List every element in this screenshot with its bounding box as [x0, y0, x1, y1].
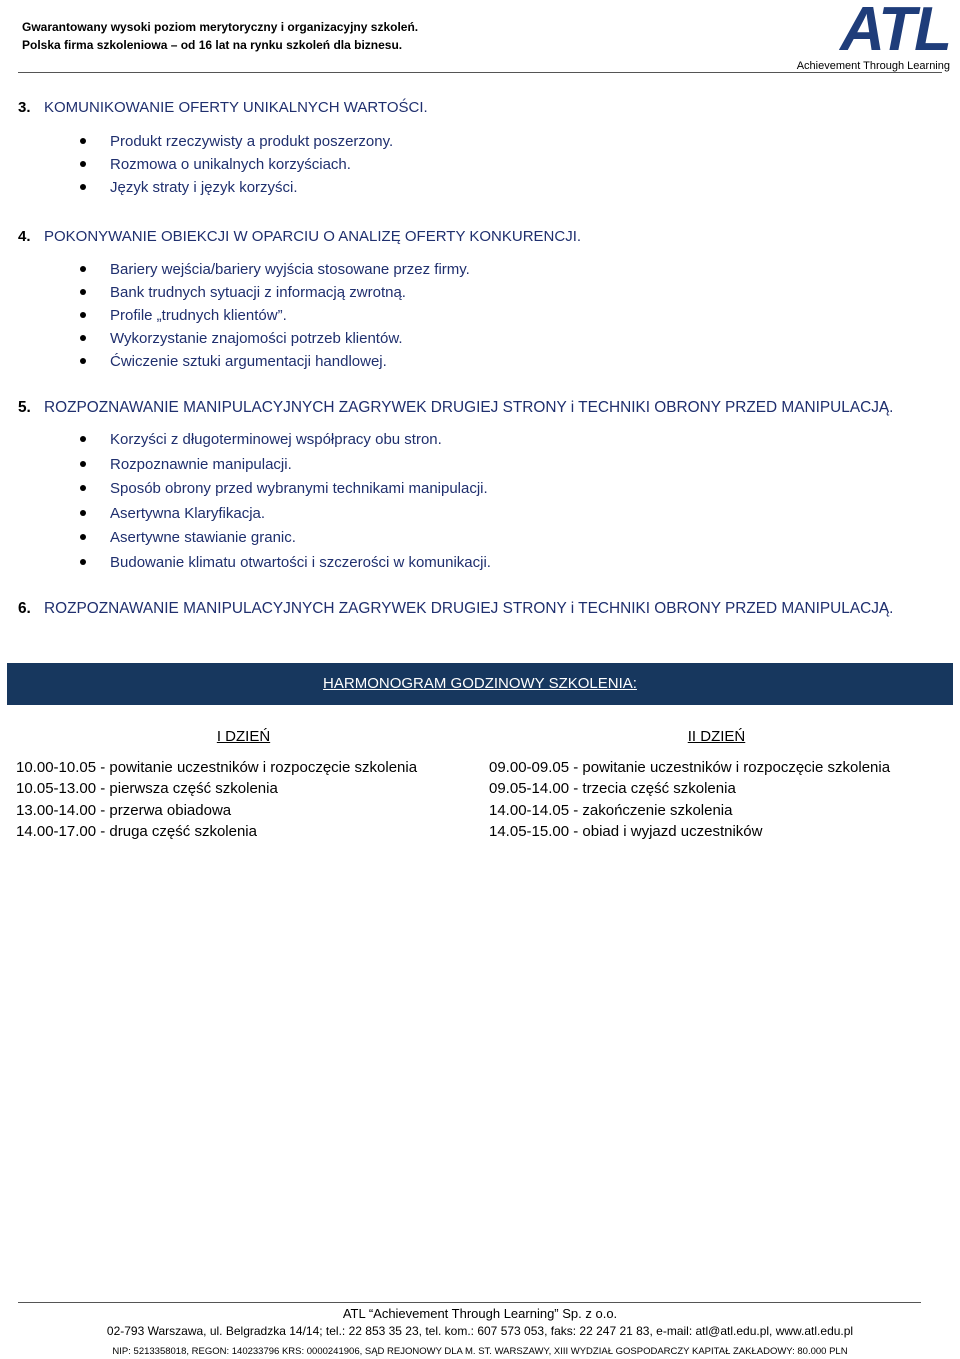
- atl-logo: [786, 2, 950, 72]
- bullet-icon: [80, 266, 86, 272]
- section-5-title: [18, 399, 893, 417]
- section-4-title: [18, 228, 581, 245]
- header-divider: [18, 72, 942, 73]
- list-item: [80, 258, 470, 281]
- day-1-heading: I DZIEŃ: [216, 728, 271, 745]
- section-number: 5.: [18, 399, 31, 416]
- list-item-text: Korzyści z długoterminowej współpracy obu stron.: [110, 431, 442, 448]
- schedule-item: 13.00-14.00 - przerwa obiadowa: [16, 801, 232, 819]
- bullet-icon: [80, 559, 86, 565]
- bullet-icon: [80, 138, 86, 144]
- list-item: [80, 453, 491, 478]
- bullet-icon: [80, 534, 86, 540]
- list-item-text: Rozmowa o unikalnych korzyściach.: [110, 156, 351, 173]
- schedule-item: 14.00-14.05 - zakończenie szkolenia: [489, 801, 733, 819]
- list-item-text: Bariery wejścia/bariery wyjścia stosowane przez firmy.: [110, 261, 470, 278]
- footer-registry: NIP: 5213358018, REGON: 140233796 KRS: 0000241906, SĄD REJONOWY DLA M. ST. WARSZAWY, XIII WYDZIAŁ GOSPODARCZY KAPITAŁ ZAKŁADOWY: 80.000 PLN: [112, 1346, 848, 1357]
- bullet-icon: [80, 510, 86, 516]
- list-item: [80, 551, 491, 576]
- list-item: [80, 428, 491, 453]
- list-item-text: Język straty i język korzyści.: [110, 179, 298, 196]
- schedule-item: 10.05-13.00 - pierwsza część szkolenia: [16, 780, 278, 798]
- section-number: 3.: [18, 99, 31, 116]
- section-3-title: [18, 99, 428, 116]
- list-item-text: Asertywna Klaryfikacja.: [110, 504, 266, 522]
- list-item-text: Budowanie klimatu otwartości i szczerości w komunikacji.: [110, 553, 491, 571]
- bullet-icon: [80, 436, 86, 442]
- bullet-icon: [80, 485, 86, 491]
- day-2-heading: II DZIEŃ: [687, 728, 746, 745]
- header-tagline-2: Polska firma szkoleniowa – od 16 lat na rynku szkoleń dla biznesu.: [22, 38, 403, 52]
- bullet-icon: [80, 335, 86, 341]
- schedule-item: 14.00-17.00 - druga część szkolenia: [16, 822, 257, 840]
- section-title-text: ROZPOZNAWANIE MANIPULACYJNYCH ZAGRYWEK DRUGIEJ STRONY i TECHNIKI OBRONY PRZED MANIPULACJĄ.: [44, 600, 894, 617]
- footer-divider: [18, 1302, 921, 1303]
- list-item-text: Bank trudnych sytuacji z informacją zwrotną.: [110, 284, 406, 301]
- schedule-item: 09.00-09.05 - powitanie uczestników i rozpoczęcie szkolenia: [489, 759, 891, 776]
- list-item-text: Ćwiczenie sztuki argumentacji handlowej.: [110, 353, 387, 370]
- header-tagline-1: Gwarantowany wysoki poziom merytoryczny i organizacyjny szkoleń.: [22, 20, 419, 34]
- list-item-text: Produkt rzeczywisty a produkt poszerzony.: [110, 133, 394, 150]
- day-2-schedule: [489, 757, 890, 842]
- bullet-icon: [80, 184, 86, 190]
- list-item-text: Rozpoznawnie manipulacji.: [110, 455, 292, 473]
- logo-tagline: Achievement Through Learning: [796, 60, 950, 72]
- bullet-icon: [80, 461, 86, 467]
- list-item: [80, 526, 491, 551]
- list-item: [80, 477, 491, 502]
- schedule-item: 09.05-14.00 - trzecia część szkolenia: [489, 780, 736, 798]
- footer-company: ATL “Achievement Through Learning” Sp. z o.o.: [342, 1306, 618, 1321]
- day-1-schedule: [16, 757, 417, 842]
- schedule-banner: [7, 663, 953, 705]
- schedule-item: 14.05-15.00 - obiad i wyjazd uczestników: [489, 822, 763, 840]
- list-item: [80, 350, 470, 373]
- bullet-icon: [80, 312, 86, 318]
- schedule-item: 10.00-10.05 - powitanie uczestników i rozpoczęcie szkolenia: [16, 759, 418, 776]
- section-number: 6.: [18, 600, 31, 617]
- section-title-text: KOMUNIKOWANIE OFERTY UNIKALNYCH WARTOŚCI.: [44, 99, 428, 116]
- section-title-text: POKONYWANIE OBIEKCJI W OPARCIU O ANALIZĘ OFERTY KONKURENCJI.: [44, 228, 582, 245]
- section-3-list: [80, 130, 393, 199]
- footer-address: 02-793 Warszawa, ul. Belgradzka 14/14; tel.: 22 853 35 23, tel. kom.: 607 573 053, faks: 22 247 21 83, e-mail: atl@atl.edu.pl, www.atl.edu.pl: [106, 1324, 854, 1338]
- list-item: [80, 281, 470, 304]
- list-item-text: Wykorzystanie znajomości potrzeb klientów.: [110, 330, 403, 347]
- section-4-list: [80, 258, 470, 373]
- list-item: [80, 176, 393, 199]
- bullet-icon: [80, 289, 86, 295]
- section-5-list: [80, 428, 491, 575]
- section-number: 4.: [18, 228, 31, 245]
- list-item-text: Profile „trudnych klientów”.: [110, 307, 287, 324]
- list-item-text: Sposób obrony przed wybranymi technikami manipulacji.: [110, 480, 488, 497]
- list-item: [80, 130, 393, 153]
- schedule-banner-title: HARMONOGRAM GODZINOWY SZKOLENIA:: [323, 675, 637, 692]
- bullet-icon: [80, 358, 86, 364]
- section-title-text: ROZPOZNAWANIE MANIPULACYJNYCH ZAGRYWEK DRUGIEJ STRONY i TECHNIKI OBRONY PRZED MANIPULACJĄ.: [44, 399, 894, 416]
- list-item: [80, 502, 491, 527]
- logo-text: ATL: [840, 0, 950, 64]
- section-6-title: [18, 600, 893, 618]
- list-item: [80, 327, 470, 350]
- list-item-text: Asertywne stawianie granic.: [110, 529, 296, 546]
- list-item: [80, 153, 393, 176]
- list-item: [80, 304, 470, 327]
- bullet-icon: [80, 161, 86, 167]
